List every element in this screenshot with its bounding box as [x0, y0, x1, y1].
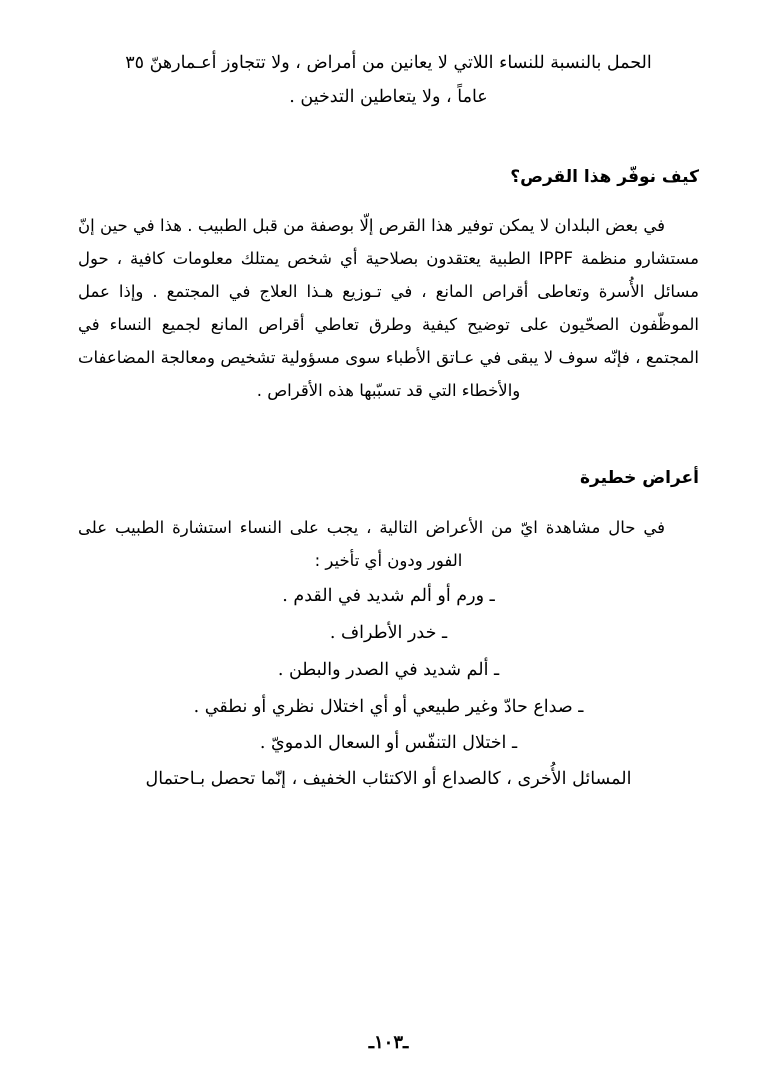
- list-item: ـ خدر الأطراف .: [329, 623, 448, 643]
- section-heading-serious-symptoms: أعراض خطيرة: [580, 468, 699, 489]
- symptoms-list: [78, 578, 699, 762]
- list-item: ـ اختلال التنفّس أو السعال الدمويّ .: [259, 733, 518, 754]
- top-paragraph: [78, 46, 699, 114]
- top-paragraph-line-1: الحمل بالنسبة للنساء اللاتي لا يعانين من أمراض ، ولا تتجاوز أعـمارهنّ ٣٥: [125, 53, 652, 73]
- symptoms-closing-line: المسائل الأُخرى ، كالصداع أو الاكتئاب الخفيف ، إنّما تحصل بـاحتمال: [145, 769, 632, 789]
- top-paragraph-line-2: عاماً ، ولا يتعاطين التدخين .: [289, 87, 488, 108]
- section-heading-how-to-provide: كيف نوفّر هذا القرص؟: [510, 167, 699, 188]
- symptoms-intro: في حال مشاهدة ايّ من الأعراض التالية ، يجب على النساء استشارة الطبيب على الفور ودون أي تأخير :: [78, 517, 665, 571]
- page-number: ـ١٠٣ـ: [368, 1032, 409, 1053]
- spacer-after-top-paragraph: [78, 120, 699, 164]
- list-item: ـ ألم شديد في الصدر والبطن .: [277, 659, 500, 680]
- section-1-paragraph: في بعض البلدان لا يمكن توفير هذا القرص إلّا بوصفة من قبل الطبيب . هذا في حين إنّ مستشارو منظمة IPPF الطبية يعتقدون بصلاحية أي شخص يمتلك معلومات كافية ، حول مسائل الأُسرة وتعاطى أقراص المانع ، في تـوزيع هـذا العلاج في المجتمع . وإذا عمل الموظّفون الصحّيون على توضيح كيفية وطرق تعاطي أقراص المانع لجميع النساء في المجتمع ، فإنّه سوف لا يبقى في عـاتق الأطباء سوى مسؤولية تشخيص ومعالجة المضاعفات والأخطاء التي قد تسبّبها هذه الأقراص .: [78, 216, 699, 401]
- spacer-after-heading-1: [78, 191, 699, 209]
- spacer-after-heading-2: [78, 493, 699, 511]
- spacer-before-heading-2: [78, 407, 699, 465]
- list-item: ـ ورم أو ألم شديد في القدم .: [282, 586, 495, 607]
- list-item: ـ صداع حادّ وغير طبيعي أو أي اختلال نظري أو نطقي .: [193, 696, 584, 717]
